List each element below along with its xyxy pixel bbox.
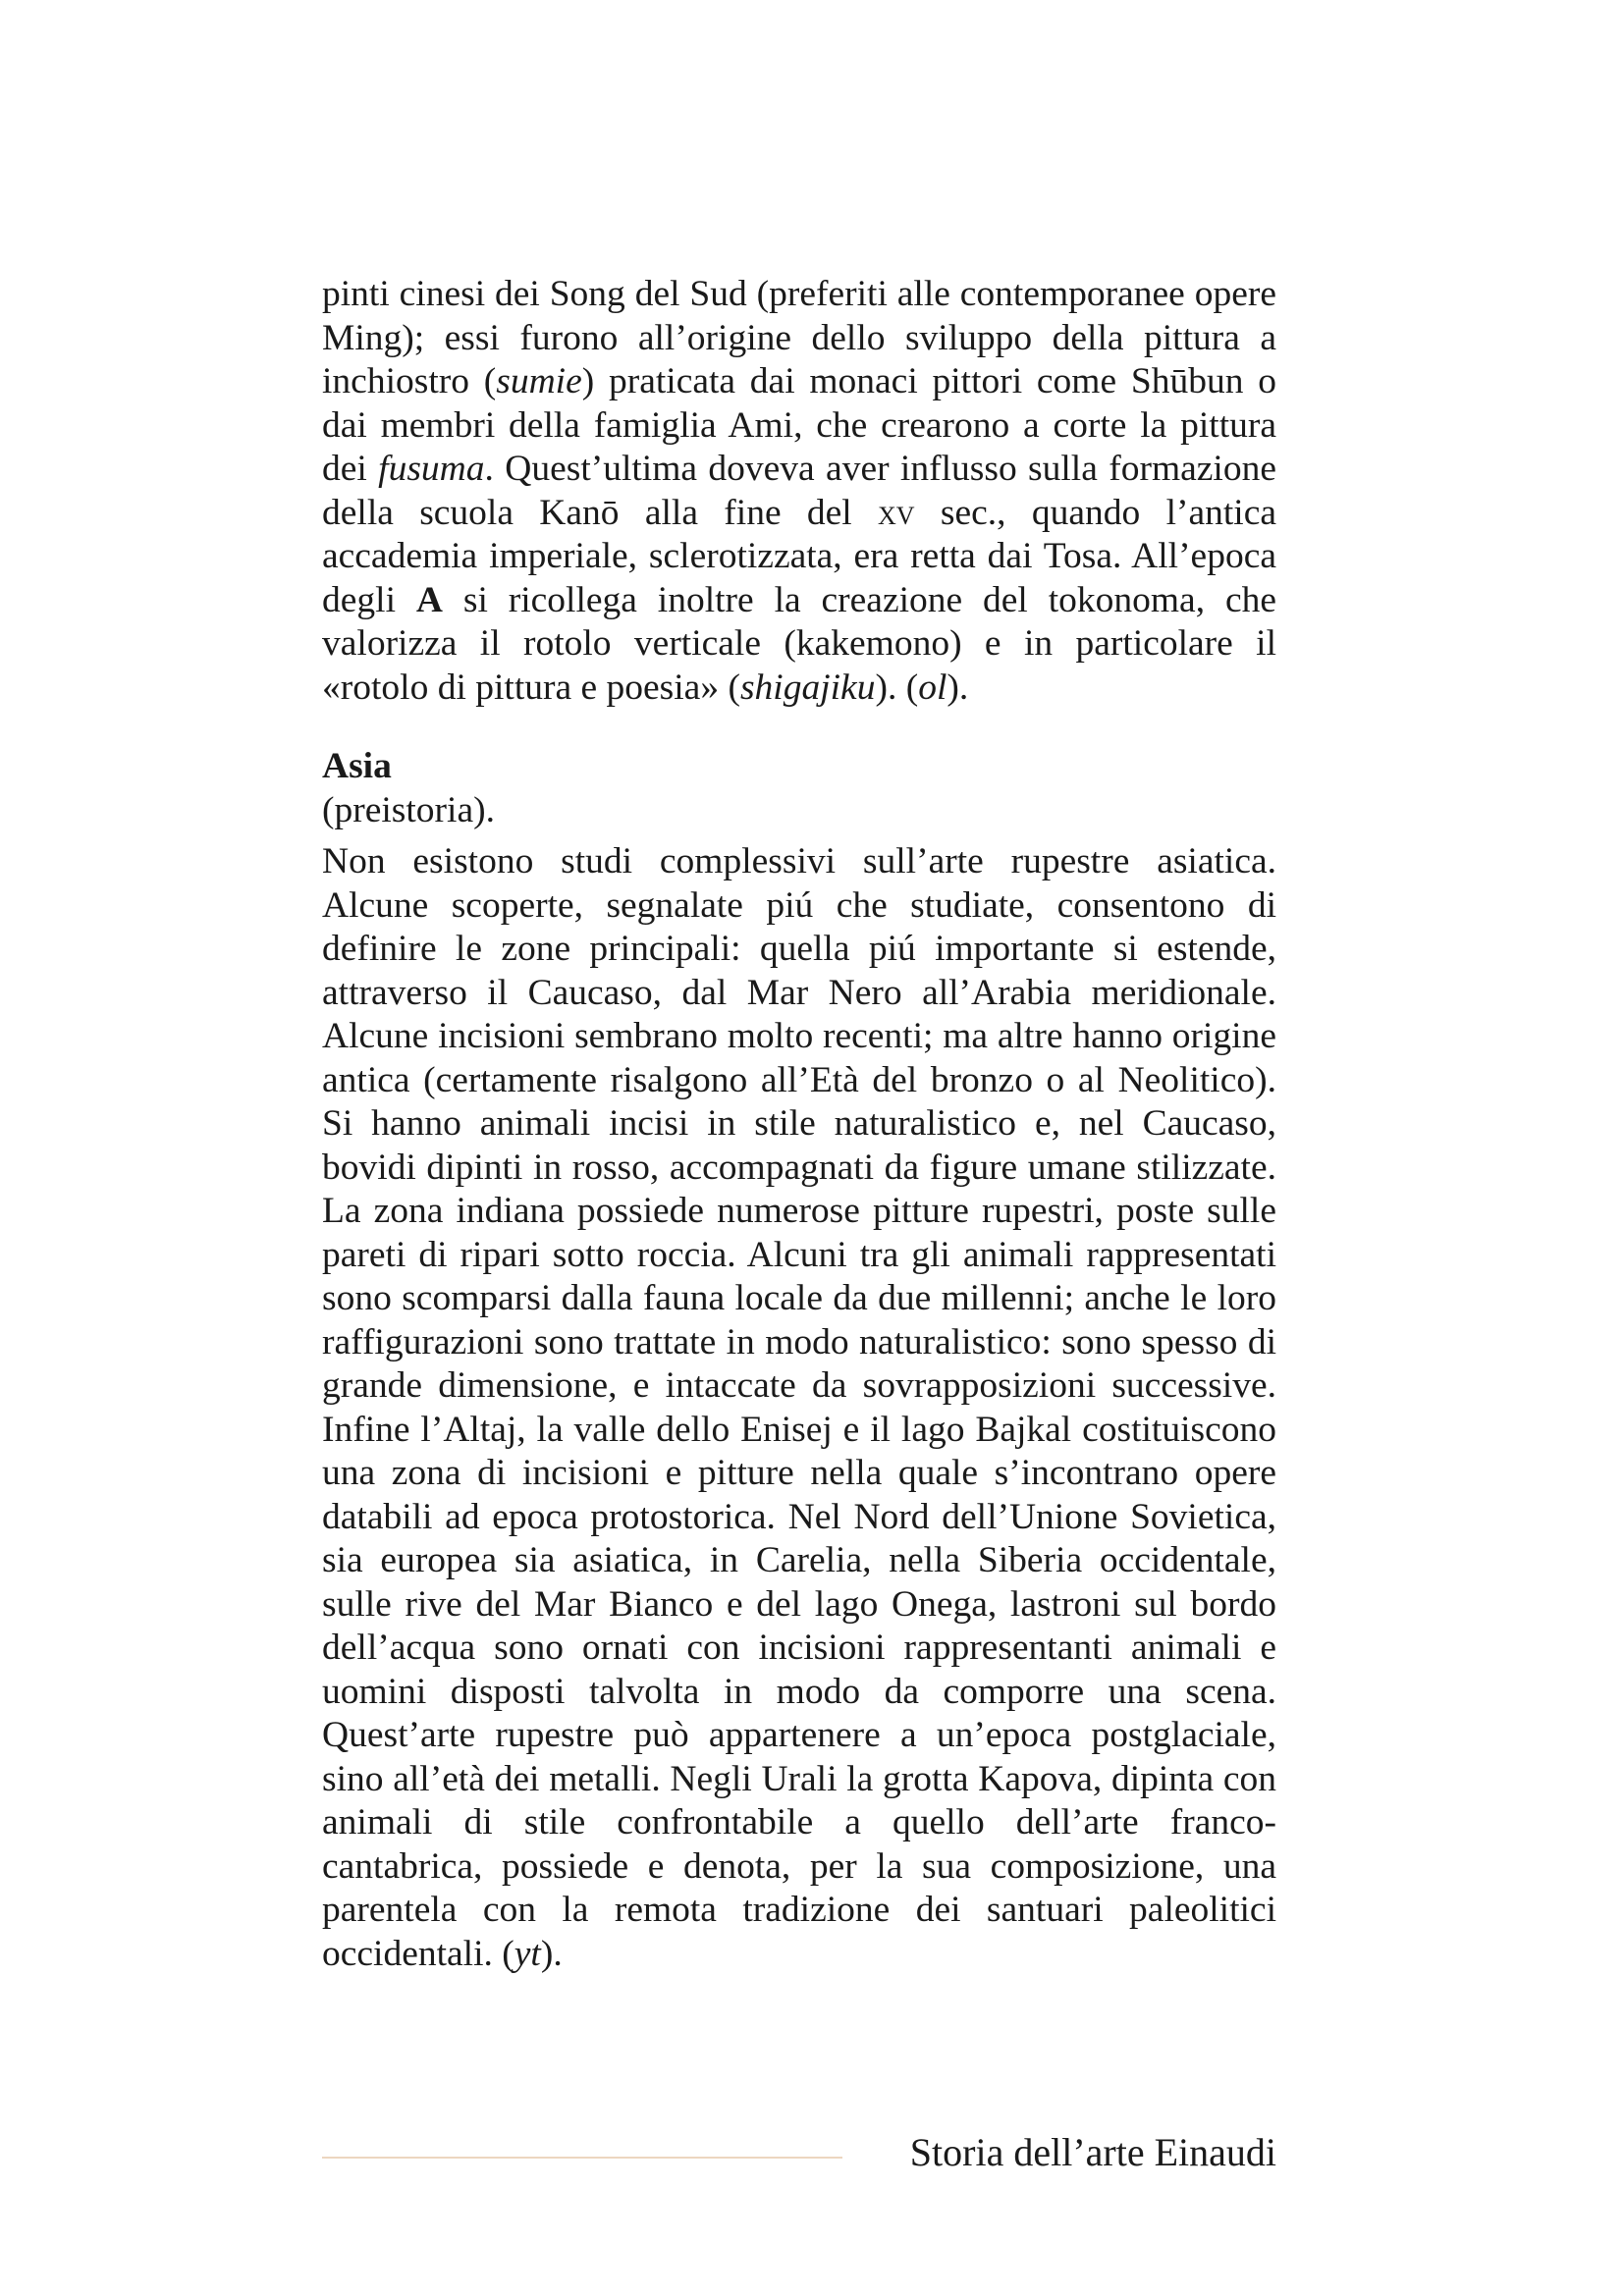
century-numeral: xv: [878, 492, 915, 533]
footer-title: Storia dell’arte Einaudi: [909, 2130, 1276, 2174]
continued-paragraph: [322, 273, 1276, 710]
entry-title: Asia: [322, 746, 392, 786]
footer-rule: [322, 2157, 842, 2159]
cross-reference: A: [415, 579, 443, 620]
page-footer: [322, 2125, 1276, 2184]
paragraph-gap: [322, 710, 1276, 745]
paragraph-gap: [322, 832, 1276, 840]
text-run: si ricollega inoltre la creazione del tokonoma, che valorizza il rotolo verticale (kakemono) e in particolare il «rotolo di pittura e poesia» (: [322, 579, 1277, 708]
text-run: sec., quando l’antica accademia imperiale, sclerotizzata, era retta dai Tosa. All’epoca degli: [322, 492, 1276, 620]
text-run: pinti cinesi dei Song del Sud (preferiti alle contemporanee opere Ming); essi furono all’origine dello sviluppo della pittura a inchiostro (: [322, 274, 1276, 401]
italic-term: fusuma: [378, 449, 485, 489]
author-signature: ol: [918, 667, 947, 708]
text-run: . Quest’ultima doveva aver influsso sulla formazione della scuola Kanō alla fine del: [322, 449, 1276, 533]
text-run: ) praticata dai monaci pittori come Shūbun o dai membri della famiglia Ami, che crearono a corte la pittura dei: [322, 361, 1276, 489]
text-run: ). (: [875, 667, 919, 708]
page-body: [322, 273, 1276, 1976]
text-run: ).: [947, 667, 969, 708]
italic-term: sumie: [496, 361, 582, 401]
text-run: Non esistono studi complessivi sull’arte rupestre asiatica. Alcune scoperte, segnalate piú che studiate, consentono di definire le zone principali: quella piú importante si estende, attraverso il Caucaso, dal Mar Nero all’Arabia meridionale. Alcune incisioni sembrano molto recenti; ma altre hanno origine antica (certamente risalgono all’Età del bronzo o al Neolitico). Si hanno animali incisi in stile naturalistico e, nel Caucaso, bovidi dipinti in rosso, accompagnati da figure umane stilizzate. La zona indiana possiede numerose pitture rupestri, poste sulle pareti di ripari sotto roccia. Alcuni tra gli animali rappresentati sono scomparsi dalla fauna locale da due millenni; anche le loro raffigurazioni sono trattate in modo naturalistico: sono spesso di grande dimensione, e intaccate da sovrapposizioni successive. Infine l’Altaj, la valle dello Enisej e il lago Bajkal costituiscono una zona di incisioni e pitture nella quale s’incontrano opere databili ad epoca protostorica. Nel Nord dell’Unione Sovietica, sia europea sia asiatica, in Carelia, nella Siberia occidentale, sulle rive del Mar Bianco e del lago Onega, lastroni sul bordo dell’acqua sono ornati con incisioni rappresentanti animali e uomini disposti talvolta in modo da comporre una scena. Quest’arte rupestre può appartenere a un’epoca postglaciale, sino all’età dei metalli. Negli Urali la grotta Kapova, dipinta con animali di stile confrontabile a quello dell’arte franco-cantabrica, possiede e denota, per la sua composizione, una parentela con la remota tradizione dei santuari paleolitici occidentali. (: [322, 841, 1276, 1974]
italic-term: shigajiku: [739, 667, 876, 708]
entry-subtitle: (preistoria).: [322, 789, 495, 830]
entry-paragraph: [322, 840, 1276, 1976]
author-signature: yt: [514, 1933, 541, 1974]
text-run: ).: [540, 1933, 563, 1974]
